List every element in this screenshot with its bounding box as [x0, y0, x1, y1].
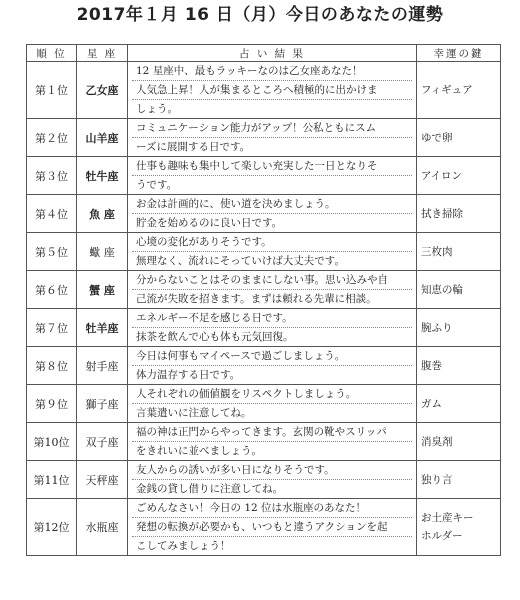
rank-cell: 第12位 [27, 499, 77, 556]
result-line: 12 星座中、最もラッキーなのは乙女座あなた！ [132, 62, 412, 81]
lucky-key-cell [417, 271, 501, 309]
sign-cell: 双子座 [77, 423, 128, 461]
sign-cell: 天秤座 [77, 461, 128, 499]
lucky-key-text: お土産キー [421, 512, 474, 524]
lucky-key-text: 腕ふり [421, 321, 453, 334]
result-line: エネルギー不足を感じる日です。 [132, 309, 412, 328]
lucky-key-text: 腹巻 [421, 359, 442, 372]
fortune-table [26, 44, 501, 556]
result-cell [128, 423, 417, 461]
result-line: 無理なく、流れにそっていけば大丈夫です。 [136, 255, 345, 267]
result-line: 己流が失敗を招きます。まずは頼れる先輩に相談。 [136, 293, 377, 305]
result-line: ごめんなさい！今日の 12 位は水瓶座のあなた！ [132, 499, 412, 518]
rank-cell: 第５位 [27, 233, 77, 271]
result-line: 貯金を始めるのに良い日です。 [136, 217, 283, 229]
sign-cell: 蟹 座 [77, 271, 128, 309]
table-header-row [27, 45, 501, 62]
lucky-key-text: 拭き掃除 [421, 207, 463, 220]
table-row [27, 347, 501, 385]
column-header-result: 占 い 結 果 [128, 45, 417, 62]
table-row [27, 195, 501, 233]
lucky-key-text: アイロン [421, 169, 463, 182]
result-line: 抹茶を飲んで心も体も元気回復。 [136, 331, 294, 343]
table-row [27, 157, 501, 195]
table-row [27, 461, 501, 499]
sign-cell: 乙女座 [77, 62, 128, 119]
result-cell [128, 195, 417, 233]
column-header-key: 幸運の鍵 [417, 45, 501, 62]
lucky-key-cell [417, 195, 501, 233]
sign-cell: 水瓶座 [77, 499, 128, 556]
page-title: 2017年１月 16 日（月）今日のあなたの運勢 [76, 5, 444, 25]
table-row [27, 499, 501, 556]
rank-cell: 第８位 [27, 347, 77, 385]
result-cell [128, 233, 417, 271]
lucky-key-text: ホルダー [421, 530, 463, 542]
lucky-key-cell [417, 461, 501, 499]
lucky-key-cell [417, 423, 501, 461]
table-row [27, 309, 501, 347]
lucky-key-cell [417, 499, 501, 556]
sign-cell: 山羊座 [77, 119, 128, 157]
result-line: 発想の転換が必要かも、いつもと違うアクションを起 [132, 518, 412, 537]
sign-cell: 射手座 [77, 347, 128, 385]
sign-cell: 獅子座 [77, 385, 128, 423]
lucky-key-cell [417, 233, 501, 271]
result-line: お金は計画的に、使い道を決めましょう。 [132, 195, 412, 214]
lucky-key-cell [417, 119, 501, 157]
column-header-sign: 星 座 [77, 45, 128, 62]
lucky-key-text: フィギュア [421, 84, 473, 96]
result-line: をきれいに並べましょう。 [136, 445, 262, 457]
column-header-rank: 順 位 [27, 45, 77, 62]
table-row [27, 62, 501, 119]
sign-cell: 蠍 座 [77, 233, 128, 271]
rank-cell: 第４位 [27, 195, 77, 233]
table-body [27, 62, 501, 556]
rank-cell: 第10位 [27, 423, 77, 461]
result-line: 人それぞれの価値観をリスペクトしましょう。 [132, 385, 412, 404]
rank-cell: 第７位 [27, 309, 77, 347]
lucky-key-text: 消臭剤 [421, 435, 453, 448]
result-line: 分からないことはそのままにしない事。思い込みや自 [132, 271, 412, 290]
result-line: ーズに展開する日です。 [136, 141, 251, 153]
table-row [27, 119, 501, 157]
result-cell [128, 309, 417, 347]
result-cell [128, 499, 417, 556]
result-line: 心境の変化がありそうです。 [132, 233, 412, 252]
lucky-key-cell [417, 309, 501, 347]
result-line: しょう。 [136, 103, 178, 115]
rank-cell: 第９位 [27, 385, 77, 423]
lucky-key-text: 三枚肉 [421, 245, 453, 258]
lucky-key-cell [417, 347, 501, 385]
result-line: こしてみましょう！ [136, 540, 231, 552]
result-line: コミュニケーション能力がアップ！公私ともにスム [132, 119, 412, 138]
lucky-key-text: 独り言 [421, 473, 453, 486]
result-line: 友人からの誘いが多い日になりそうです。 [132, 461, 412, 480]
result-cell [128, 461, 417, 499]
lucky-key-text: ガム [421, 397, 442, 410]
result-line: 福の神は正門からやってきます。玄関の靴やスリッパ [132, 423, 412, 442]
table-row [27, 233, 501, 271]
sign-cell: 牡羊座 [77, 309, 128, 347]
result-cell [128, 271, 417, 309]
rank-cell: 第11位 [27, 461, 77, 499]
result-line: 体力温存する日です。 [136, 369, 241, 381]
result-cell [128, 62, 417, 119]
result-cell [128, 119, 417, 157]
result-line: 人気急上昇！人が集まるところへ積極的に出かけま [132, 81, 412, 100]
result-cell [128, 157, 417, 195]
rank-cell: 第１位 [27, 62, 77, 119]
result-line: 仕事も趣味も集中して楽しい充実した一日となりそ [132, 157, 412, 176]
result-cell [128, 347, 417, 385]
table-row [27, 423, 501, 461]
sign-cell: 牡牛座 [77, 157, 128, 195]
rank-cell: 第２位 [27, 119, 77, 157]
lucky-key-text: ゆで卵 [421, 131, 453, 144]
lucky-key-cell [417, 157, 501, 195]
lucky-key-text: 知恵の輪 [421, 283, 463, 296]
lucky-key-cell [417, 385, 501, 423]
table-row [27, 385, 501, 423]
rank-cell: 第６位 [27, 271, 77, 309]
sign-cell: 魚 座 [77, 195, 128, 233]
result-line: うです。 [136, 179, 178, 191]
result-cell [128, 385, 417, 423]
result-line: 金銭の貸し借りに注意してね。 [136, 483, 283, 495]
lucky-key-cell [417, 62, 501, 119]
table-row [27, 271, 501, 309]
result-line: 言葉遣いに注意してね。 [136, 407, 252, 419]
rank-cell: 第３位 [27, 157, 77, 195]
result-line: 今日は何事もマイペースで過ごしましょう。 [132, 347, 412, 366]
